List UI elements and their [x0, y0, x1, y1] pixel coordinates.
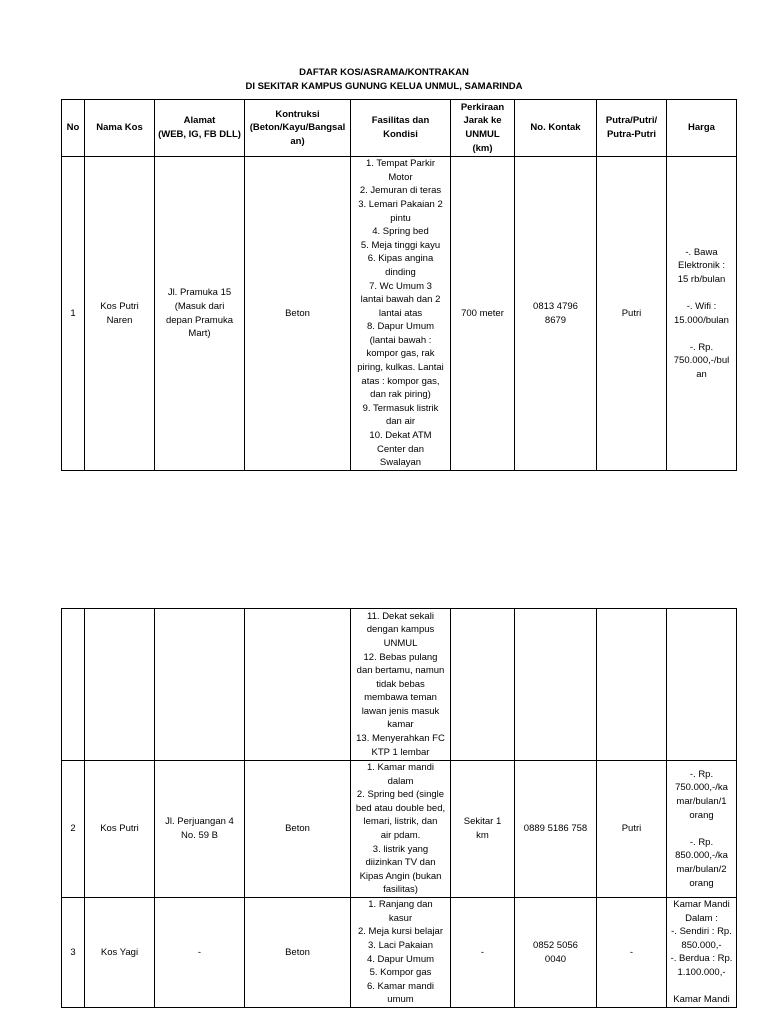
cell-fasilitas: 1. Kamar mandi dalam 2. Spring bed (single bed atau double bed, lemari, listrik, dan air pdam. 3. listrik yang diizinkan TV dan Kipas Angin (bukan fasilitas) [351, 761, 451, 898]
kos-table-page-2 [61, 608, 737, 1008]
table-row [62, 761, 737, 898]
cell-kontak: 0852 5056 0040 [515, 898, 597, 1008]
cell-harga [667, 609, 737, 761]
title-line-2: DI SEKITAR KAMPUS GUNUNG KELUA UNMUL, SAMARINDA [245, 81, 523, 92]
cell-jarak [451, 609, 515, 761]
cell-nama-kos: Kos Yagi [85, 898, 155, 1008]
cell-harga: Kamar Mandi Dalam : -. Sendiri : Rp. 850.000,- -. Berdua : Rp. 1.100.000,- Kamar Mandi [667, 898, 737, 1008]
cell-no [62, 609, 85, 761]
header-nama-kos: Nama Kos [85, 100, 155, 157]
document-title [0, 66, 768, 94]
table-row [62, 898, 737, 1008]
cell-alamat: Jl. Pramuka 15 (Masuk dari depan Pramuka Mart) [155, 157, 245, 471]
cell-jarak: Sekitar 1 km [451, 761, 515, 898]
cell-kontak: 0889 5186 758 [515, 761, 597, 898]
cell-harga: -. Rp. 750.000,-/ka mar/bulan/1 orang -. Rp. 850.000,-/ka mar/bulan/2 orang [667, 761, 737, 898]
table-header-row [62, 100, 737, 157]
cell-putra-putri: - [597, 898, 667, 1008]
title-line-1: DAFTAR KOS/ASRAMA/KONTRAKAN [299, 67, 469, 78]
cell-kontruksi: Beton [245, 898, 351, 1008]
cell-alamat: - [155, 898, 245, 1008]
cell-alamat: Jl. Perjuangan 4 No. 59 B [155, 761, 245, 898]
cell-kontruksi: Beton [245, 157, 351, 471]
header-kontruksi: Kontruksi (Beton/Kayu/Bangsal an) [245, 100, 351, 157]
cell-kontak [515, 609, 597, 761]
table-row [62, 157, 737, 471]
cell-kontruksi [245, 609, 351, 761]
header-harga: Harga [667, 100, 737, 157]
cell-kontak: 0813 4796 8679 [515, 157, 597, 471]
kos-table-page-1 [61, 99, 737, 471]
cell-putra-putri: Putri [597, 157, 667, 471]
cell-nama-kos: Kos Putri [85, 761, 155, 898]
cell-fasilitas: 11. Dekat sekali dengan kampus UNMUL 12. Bebas pulang dan bertamu, namun tidak bebas membawa teman lawan jenis masuk kamar 13. Menyerahkan FC KTP 1 lembar [351, 609, 451, 761]
cell-kontruksi: Beton [245, 761, 351, 898]
cell-no: 3 [62, 898, 85, 1008]
header-alamat: Alamat (WEB, IG, FB DLL) [155, 100, 245, 157]
header-putra-putri: Putra/Putri/ Putra-Putri [597, 100, 667, 157]
header-kontak: No. Kontak [515, 100, 597, 157]
cell-putra-putri: Putri [597, 761, 667, 898]
cell-nama-kos [85, 609, 155, 761]
cell-no: 2 [62, 761, 85, 898]
cell-harga: -. Bawa Elektronik : 15 rb/bulan -. Wifi : 15.000/bulan -. Rp. 750.000,-/bul an [667, 157, 737, 471]
cell-putra-putri [597, 609, 667, 761]
cell-nama-kos: Kos Putri Naren [85, 157, 155, 471]
cell-no: 1 [62, 157, 85, 471]
header-no: No [62, 100, 85, 157]
header-fasilitas: Fasilitas dan Kondisi [351, 100, 451, 157]
cell-jarak: 700 meter [451, 157, 515, 471]
header-jarak: Perkiraan Jarak ke UNMUL (km) [451, 100, 515, 157]
cell-fasilitas: 1. Ranjang dan kasur 2. Meja kursi belajar 3. Laci Pakaian 4. Dapur Umum 5. Kompor gas 6. Kamar mandi umum [351, 898, 451, 1008]
cell-fasilitas: 1. Tempat Parkir Motor 2. Jemuran di teras 3. Lemari Pakaian 2 pintu 4. Spring bed 5. Meja tinggi kayu 6. Kipas angina dinding 7. Wc Umum 3 lantai bawah dan 2 lantai atas 8. Dapur Umum (lantai bawah : kompor gas, rak piring, kulkas. Lantai atas : kompor gas, dan rak piring) 9. Termasuk listrik dan air 10. Dekat ATM Center dan Swalayan [351, 157, 451, 471]
cell-alamat [155, 609, 245, 761]
table-row [62, 609, 737, 761]
cell-jarak: - [451, 898, 515, 1008]
